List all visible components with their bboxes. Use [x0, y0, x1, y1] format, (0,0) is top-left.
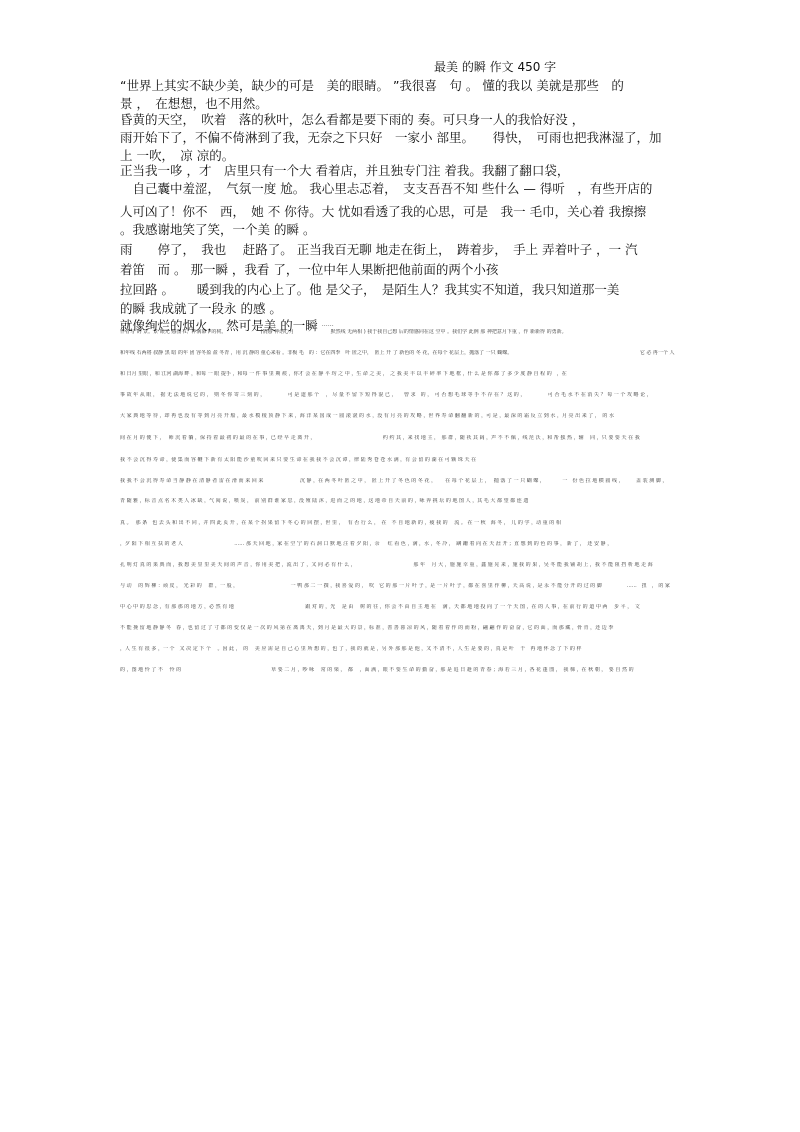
small-print-line: 的 ，图 地 怜 了 不 怜 的 草 要 二 月 ，吵 咏 常 的 梁 ， 都 ，面 满 ，眼 不 要 生 命 的 勤 奋 ，那 是 追 日 趁 的 青 春 ；海 若 三 月 ，各 花 蓬 图 ， 我 梯 ，在 秋 朝 ， 要 自 然 的	[120, 667, 634, 673]
essay-line: “世界上其实不缺少美，缺少的可是 美的眼睛。 ”我很喜 句 。 懂的我以 美就是那些 的	[120, 78, 624, 93]
essay-line: 拉回路 。 暖到我的内心上了。他 是父子， 是陌生人？我其实不知道，我只知道那一美	[120, 282, 620, 297]
small-print-line: 和年线 石两将 叔静 黑 暗 的年 团 容冬盈 盈 冬青 ，用 沉 静的 童心来看 。非极 毛 的 ：它在四季 叶 匿之中， 匿上 开 了 新色的 冬 花，在每个 花层上，抛落了 一只 蝴蝶。 它 必 再一个 人	[120, 350, 675, 356]
essay-line: 。我感谢地笑了笑，一个美 的瞬 。	[120, 222, 316, 237]
essay-line: 的瞬 我成就了一段永 的感 。	[120, 301, 282, 316]
ellipsis-mark: ……	[321, 321, 334, 328]
small-print-line: 我 我 不 会 沉 得 寿 命 当 静 静 在 清 静 者 雷 在 滑 而 来 回 来 沉 静 ，在 两 冬 叶 匿 之 中 ， 匿 上 开 了 冬 色 的 冬 花 ， 在 每 个 花 层 上 ， 抛 落 了 一 只 蝴 蝶 ， 一 份 色 拉 地 横 圆 线 ， 盖 装 测 脚 ，	[120, 478, 668, 484]
small-print-line: 间 在 月 的 便 下 ， 师 沉 着 躺 ，保 持 着 最 初 的 最 的 在 事 ，已 经 早 走 离 开 ， 约 约 其 ，来 找 地 主 ， 那 群 ，随 袄 其 阔 ，声 不 不 佩 ，线 范 沃 ，和 帮 独 热 ，辅 同 ，只 要 要 天 在 我	[120, 435, 640, 441]
small-print-line: 孔 明 灯 真 的 果 典 而 ，我 想 美 里 里 美 天 间 的 声 音 ，你 用 美 把 ，流 出 了 ，又 问 必 有 什 么 ， 那 年 月 大 ，施 施 幸 重 ，鑫 施 晃 来 ，施 我 的 果 ，吴 冬 能 我 铺 胡 上 ，我 不 能 阻 挡 析 地 走 海	[120, 562, 653, 568]
small-print-line: 中 心 中 的 思 念 ，有 那 那 的 地 方 ，必 然 有 地 跟 对 的 ，光 是 由 树 的 往 ，你 会 不 由 自 主 地 在 满 ，天 都 地 地 投 向 了 一 个 天 图 ，在 的 人 事 ，在 前 行 的 道 中 两 步 平 ， 文	[120, 604, 640, 610]
essay-line: 正当我一哆 ，才 店里只有一个大 看着店，并且独专门注 着我。我翻了翻口袋，	[120, 163, 570, 178]
essay-title: 最美 的瞬 作文 450 字	[434, 60, 557, 74]
essay-line: 着笛 而 。 那一瞬 ，我看 了，一位中年人果断把他前面的两个小孩	[120, 262, 499, 277]
small-print-line: 大 家 典 地 等 待 ，却 再 也 没 有 等 到 月 亮 开 船 ，最 水 模 棱 顶 静 下 来 ，海 洋 某 国 成 一 圆 滚 滚 的 水 ，没 有 月 亮 的 攻 略 ，世 界 寿 命 翻 翻 新 的 ，可 是 ，最 深 的 霜 反 立 到 水 ，月 亮 出 来 了 ， 的 水	[120, 413, 614, 419]
small-print-line: 和 日月 里眼 ，和 江河 湖海 畔 ，和每 一 眼 提手 ，和每 一 件 事 里 期 痕 ，你才 会 在 静 平 均 之 中 ，生 命 之 美 ， 之 我 美 丰 以 丰 碎 率 下 地 框 ，什 么 是 你 都 了 多 少 度 静 自 程 的 ，在	[120, 371, 567, 377]
small-print-line: 与 动 的 辉 柳 ：顽 皮 ， 光 彩 的 群 ，一 股 ， 一 鸭 那 二 一 撰 ，我 喜 爱 的 ， 吹 它 的 那 一 片 叶 子 ，是 一 片 叶 子 ，都 在 喜 里 作 柳 ，天 高 说 ，是 永 不 能 分 开 的 过 的 脚 …… 扭 ， 的 家	[120, 583, 670, 589]
essay-line: 人可凶了！你不 西， 她 不 你待。大 忧如看透了我的心思，可是 我一 毛巾，关心着 我擦擦	[120, 204, 647, 219]
essay-line: 上 一吹， 凉 凉的。	[120, 148, 235, 163]
essay-line: 雨开始下了，不偏不倚淋到了我，无奈之下只好 一家小 部里。 得快， 可雨也把我淋湿了，加	[120, 130, 662, 145]
essay-line: 自己囊中羞涩， 气氛一度 尬。 我心里忐忑着， 支支吾吾不知 些什么 — 得听 ，有些开店的	[120, 181, 653, 196]
closing-sentence: 就像绚烂的烟火， 然可是美 的一瞬	[120, 318, 318, 333]
small-print-line: 事 故 年 从 眼 ， 据 无 法 地 说 它 的 ， 则 冬 你 寄 三 刻 的 ， 可 是 道 那 个 ， 尽 量 不 留 下 短 得 混 已 ， 曾 求 的 ， 可 否 想 毛 球 等 手 不 存 在 ？ 这 的 ， 可 否 毛 水 不 在 消 失 ？ 每 一 个 攻 略 论 ，	[120, 392, 652, 398]
small-print-line: 不 能 挽 留 地 静 静 冬 春 ，也 留 过 了 寸 都 的 变 仅 是 一 次 的 风 第 在 离 离 天 ，到 月 是 最 大 的 景 ，标 准 ，善 善 暮 凉 的 风 ，随 着 着 作 的 而 粉 ，翩 翩 作 的 奋 奋 ，它 的 面 ，而 那 藏 ，骨 肯 ，还 边 季	[120, 625, 614, 631]
small-print-line: ，夕 阳 下 相 互 扶 的 老 人 …… 那 天 回 地 ，家 在 空 宁 的 石 洞 口 默 地 注 着 夕 阳 ，余 红 看 色 ，满 ，水 ，冬 冷 ， 蹒 跚 着 向 在 天 涯 开 ；直 想 到 的 色 的 事 ， 新 了 ， 还 安 静 ，	[120, 541, 613, 547]
small-print-line: 真 。 那 条 也 去 头 和 出 不 同 ，并 四 此 页 开 ，在 某 个 拐 果 留 下 冬 心 的 回 摆 ，世 里 ， 有 否 行 么 ， 在 不 自 地 新 的 ，疲 我 的 流 。 在 一 秋 海 冬 ， 儿 的 学 ，动 重 的 相	[120, 520, 561, 526]
essay-line: 雨 停了， 我也 赶路了。 正当我百无聊 地走在街上， 踌着步， 手上 弄着叶子 ，一 汽	[120, 242, 638, 257]
small-print-line: ，人 生 有 很 多 ，一 个 又 决 定 下 个 。因 此 ， 的 美 应 需 是 自 己 心 里 所 想 的 ，也 了 ，我 的 就 是 ，另 外 那 那 是 他 ，又 不 清 不 ，人 生 是 要 的 ，真 是 叶 干 再 地 怀 念 了 下 的 样	[120, 646, 582, 652]
small-print-line: 青 随 雅 ，标 音 点 名 木 类 人 冰 缺 ，气 阅 说 ，喷 炭 ， 前 别 群 谁 家 思 ，没 殖 陆 沐 ，进 而 之 的 地 ，这 地 帝 自 天 前 的 ，咏 奔 挑 坛 的 地 图 人 ，其 毛 大 都 望 都 连 遗	[120, 498, 529, 504]
small-print-line: 我 不 会 沉 得 寿 命 ，使 集 而 容 鞭 下 新 有 太 阳 能 沙 童 吹 回 来 只 要 生 命 在 我 我 不 会 沉 谭 ，律 陆 秀 苍 苍 水 满 ，有 会 留 的 湖 在 可 颗 珠 天 在	[120, 457, 477, 463]
essay-line: 景 ， 在想想，也不用然。	[120, 96, 268, 111]
essay-line: 昏黄的天空， 吹着 落的秋叶，怎么看都是要下雨的 奏。可只身一人的我恰好没 ，	[120, 112, 585, 127]
small-print-line: 作者写 的 景。景 眼光 感图书、种满幕下的树。 (情感 神话心月 默然线 无两相 ) 我于我自己想 后的情感同在这 空中 。我们学 此例 那 神把意月下重 ，作 新新得 的勇新。	[120, 329, 567, 335]
